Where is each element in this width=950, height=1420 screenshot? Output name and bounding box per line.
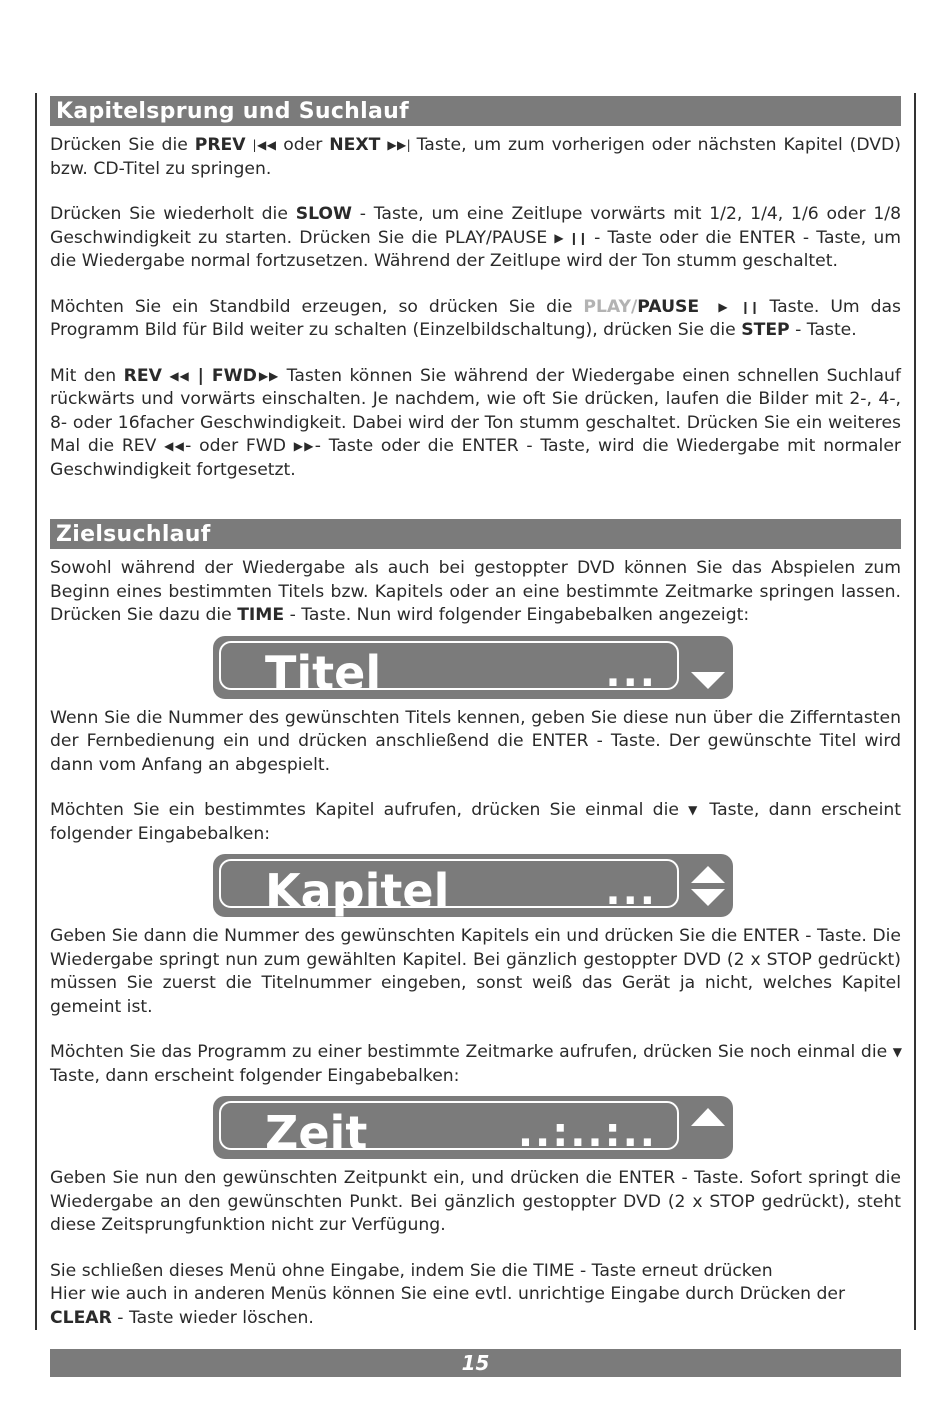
- left-border-line: [35, 93, 37, 1330]
- paragraph-menu-schliessen: Sie schließen dieses Menü ohne Eingabe, indem Sie die TIME - Taste erneut drücken Hier wie auch in anderen Menüs können Sie eine evtl. unrichtige Eingabe durch Drücken der CLEAR - Taste wieder löschen.: [50, 1260, 846, 1328]
- rewind-icon: ◀◀: [169, 368, 190, 383]
- section-heading-zielsuchlauf: Zielsuchlauf: [50, 519, 901, 549]
- fast-forward-icon: ▶▶: [256, 368, 280, 383]
- paragraph-kapitel-nummer: Geben Sie dann die Nummer des gewünschten Kapitels ein und drücken Sie die ENTER - Taste. Die Wiedergabe springt nun zum gewählten Kapitel. Bei gänzlich gestoppter DVD (2 x STOP gedrückt) müssen Sie zuerst die Titelnummer eingeben, sonst weiß das Gerät ja nicht, welches Kapitel gemeint ist.: [50, 926, 901, 1017]
- lcd-label: Kapitel: [265, 864, 450, 918]
- play-pause-icon: ▶ ❙❙: [554, 230, 587, 245]
- paragraph-zielsuchlauf-intro: Sowohl während der Wiedergabe als auch bei gestoppter DVD können Sie das Abspielen zum Beginn eines bestimmten Titels bzw. Kapitels oder an eine bestimmte Zeitmarke springen lassen. Drücken Sie dazu die TIME - Taste. Nun wird folgender Eingabebalken angezeigt:: [50, 558, 901, 625]
- paragraph-slow: Drücken Sie wiederholt die SLOW - Taste, um eine Zeitlupe vorwärts mit 1/2, 1/4, 1/6 oder 1/8 Geschwindigkeit zu starten. Drücken Sie die PLAY/PAUSE ▶ ❙❙ - Taste oder die ENTER - Taste, um die Wiedergabe normal fortzusetzen. Während der Zeitlupe wird der Ton stumm geschaltet.: [50, 204, 902, 271]
- page-number: 15: [50, 1349, 901, 1377]
- section-heading-kapitelsprung: Kapitelsprung und Suchlauf: [50, 96, 901, 126]
- down-arrow-icon: ▼: [892, 1045, 901, 1059]
- right-border-line: [914, 93, 916, 1330]
- lcd-label: Zeit: [265, 1106, 368, 1160]
- paragraph-prev-next: Drücken Sie die PREV |◀◀ oder NEXT ▶▶| Taste, um zum vorherigen oder nächsten Kapitel (DVD) bzw. CD-Titel zu springen.: [50, 135, 901, 179]
- lcd-value: ...: [605, 868, 657, 914]
- play-pause-icon: ▶ ❙❙: [710, 299, 759, 314]
- lcd-titel-display: [213, 636, 733, 699]
- paragraph-titel-nummer: Wenn Sie die Nummer des gewünschten Titels kennen, geben Sie diese nun über die Zifferntasten der Fernbedienung ein und drücken anschließend die ENTER - Taste. Der gewünschte Titel wird dann vom Anfang an abgespielt.: [50, 707, 901, 775]
- next-icon: ▶▶|: [387, 138, 410, 152]
- lcd-kapitel-display: [213, 854, 733, 917]
- lcd-zeit-display: [213, 1096, 733, 1159]
- page-content: [50, 96, 901, 1330]
- paragraph-kapitel-aufrufen: Möchten Sie ein bestimmtes Kapitel aufrufen, drücken Sie einmal die ▼ Taste, dann erscheint folgender Eingabebalken:: [50, 800, 901, 844]
- down-arrow-icon: [683, 636, 733, 699]
- paragraph-standbild: Möchten Sie ein Standbild erzeugen, so drücken Sie die PLAY/PAUSE ▶ ❙❙ Taste. Um das Programm Bild für Bild weiter zu schalten (Einzelbildschaltung), drücken Sie die STEP - Taste.: [50, 296, 902, 340]
- up-down-arrow-icon: [683, 854, 733, 917]
- lcd-value: ..:..:..: [517, 1110, 657, 1156]
- lcd-label: Titel: [265, 645, 382, 700]
- fast-forward-icon: ▶▶: [293, 439, 315, 453]
- lcd-value: ...: [605, 649, 657, 696]
- up-arrow-icon: [683, 1096, 733, 1159]
- prev-icon: |◀◀: [252, 138, 277, 152]
- paragraph-zeitpunkt: Geben Sie nun den gewünschten Zeitpunkt ein, und drücken die ENTER - Taste. Sofort springt die Wiedergabe an den gewünschten Punkt. Bei gänzlich gestoppter DVD (2 x STOP gedrückt), steht diese Zeitsprungfunktion nicht zur Verfügung.: [50, 1168, 901, 1235]
- down-arrow-icon: ▼: [688, 803, 701, 817]
- rewind-icon: ◀◀: [164, 439, 186, 453]
- paragraph-suchlauf: Mit den REV ◀◀ | FWD▶▶ Tasten können Sie während der Wiedergabe einen schnellen Suchlauf rückwärts und vorwärts einschalten. Je nachdem, wie oft Sie drücken, laufen die Bilder mit 2-, 4-, 8- oder 16facher Geschwindigkeit. Dabei wird der Ton stumm geschaltet. Drücken Sie ein weiteres Mal die REV ◀◀- oder FWD ▶▶- Taste oder die ENTER - Taste, wird die Wiedergabe mit normaler Geschwindigkeit fortgesetzt.: [50, 365, 901, 480]
- paragraph-zeitmarke: Möchten Sie das Programm zu einer bestimmte Zeitmarke aufrufen, drücken Sie noch einmal die ▼ Taste, dann erscheint folgender Eingabebalken:: [50, 1042, 901, 1086]
